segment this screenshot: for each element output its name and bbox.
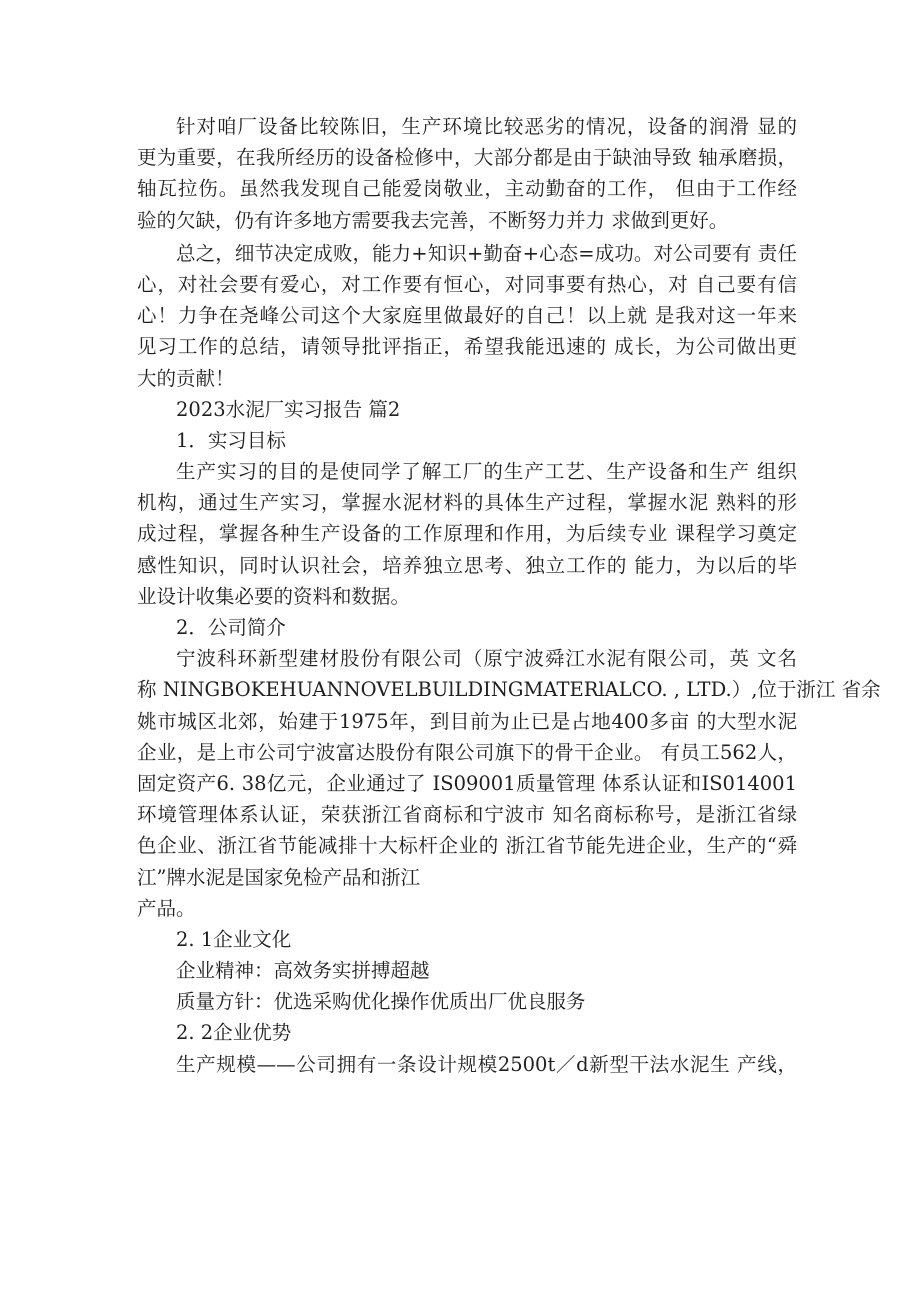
text-line: 见习工作的总结，请领导批评指正，希望我能迅速的 成长，为公司做出更 bbox=[137, 335, 797, 359]
paragraph-summary bbox=[137, 238, 797, 394]
text-line: 针对咱厂设备比较陈旧，生产环境比较恶劣的情况，设备的润滑 显的 bbox=[176, 115, 797, 138]
section-heading-company-profile: 2．公司简介 bbox=[176, 616, 286, 639]
document-page bbox=[137, 111, 881, 1080]
text-line: 姚市城区北郊，始建于1975年，到目前为止已是占地400多亩 的大型水泥 bbox=[137, 709, 797, 733]
subsection-heading-corporate-advantages: 2. 2企业优势 bbox=[176, 1021, 292, 1045]
text-line: 色企业、浙江省节能减排十大标杆企业的 浙江省节能先进企业，生产的“舜 bbox=[137, 834, 797, 858]
report-title: 2023水泥厂实习报告 篇2 bbox=[176, 397, 401, 421]
section-heading-internship-goal: 1．实习目标 bbox=[176, 428, 286, 452]
paragraph-company-profile bbox=[137, 643, 881, 924]
text-line: 称 NINGBOKEHUANNOVELBUlLDINGMATERlALCO. , LTD.）,位于浙江 省余 bbox=[137, 678, 881, 702]
text-line: 生产规模——公司拥有一条设计规模2500t／d新型干法水泥生 产线， bbox=[176, 1052, 797, 1076]
text-line: 总之，细节决定成败，能力+知识+勤奋+心态=成功。对公司要有 责任 bbox=[176, 241, 797, 265]
text-line: 成过程，掌握各种生产设备的工作原理和作用，为后续专业 课程学习奠定 bbox=[137, 522, 797, 546]
text-line: 更为重要，在我所经历的设备检修中，大部分都是由于缺油导致 轴承磨损， bbox=[137, 146, 797, 170]
subsection-heading-corporate-culture: 2. 1企业文化 bbox=[176, 927, 292, 951]
text-line: 产品。 bbox=[137, 896, 196, 920]
text-line: 大的贡献！ bbox=[137, 366, 235, 390]
text-line: 感性知识，同时认识社会，培养独立思考、独立工作的 能力，为以后的毕 bbox=[137, 553, 797, 577]
text-line: 轴瓦拉伤。虽然我发现自己能爱岗敬业，主动勤奋的工作， 但由于工作经 bbox=[137, 177, 797, 201]
text-line: 心，对社会要有爱心，对工作要有恒心，对同事要有热心，对 自己要有信 bbox=[137, 272, 797, 296]
text-line: 心！力争在尧峰公司这个大家庭里做最好的自己！以上就 是我对这一年来 bbox=[137, 304, 797, 328]
text-line: 验的欠缺，仍有许多地方需要我去完善，不断努力并力 求做到更好。 bbox=[137, 208, 729, 232]
text-line: 江”牌水泥是国家免检产品和浙江 bbox=[137, 865, 420, 889]
paragraph-internship-goal bbox=[137, 456, 797, 612]
text-line: 固定资产6. 38亿元，企业通过了 IS09001质量管理 体系认证和IS014001 bbox=[137, 771, 797, 795]
paragraph-production-scale bbox=[137, 1049, 797, 1080]
text-line: 生产实习的目的是使同学了解工厂的生产工艺、生产设备和生产 组织 bbox=[176, 460, 797, 484]
corporate-spirit: 企业精神：高效务实拼搏超越 bbox=[176, 959, 430, 983]
paragraph-equipment-lubrication bbox=[137, 111, 797, 236]
quality-policy: 质量方针：优选采购优化操作优质出厂优良服务 bbox=[176, 990, 586, 1014]
text-line: 机构，通过生产实习，掌握水泥材料的具体生产过程，掌握水泥 熟料的形 bbox=[137, 491, 797, 515]
text-line: 企业，是上市公司宁波富达股份有限公司旗下的骨干企业。 有员工562人， bbox=[137, 740, 797, 764]
text-line: 环境管理体系认证，荣获浙江省商标和宁波市 知名商标称号，是浙江省绿 bbox=[137, 803, 797, 827]
text-line: 宁波科环新型建材股份有限公司（原宁波舜江水泥有限公司，英 文名 bbox=[176, 647, 797, 671]
text-line: 业设计收集必要的资料和数据。 bbox=[137, 584, 411, 608]
